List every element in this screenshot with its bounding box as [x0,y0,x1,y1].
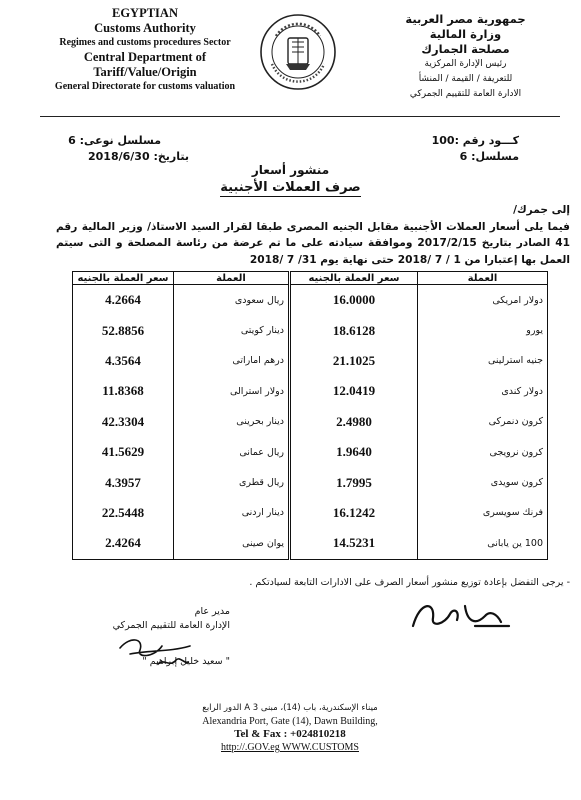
header-en-line1: EGYPTIAN [112,6,178,20]
footer-address-en: Alexandria Port, Gate (14), Dawn Building, [202,716,378,727]
rate-row [291,498,548,528]
footer-address [160,702,420,754]
header-ar-line3: مصلحة الجمارك [421,42,510,56]
currency-name: ريال عمانى [174,437,289,467]
rate-row [73,346,289,376]
exchange-rate: 2.4264 [73,528,174,559]
currency-name: ريال سعودى [174,285,289,316]
exchange-rate: 21.1025 [291,346,418,376]
footer-tel: Tel & Fax : +024810218 [234,728,346,740]
rates-table-right [290,271,548,560]
footer-address-ar: ميناء الإسكندرية، باب (14)، مبنى A 3 الدور الرابع [202,703,378,713]
meta-code: كـــود رقم :100 [431,134,519,147]
header-arabic [378,12,553,102]
currency-name: دولار امريكى [418,285,548,316]
col-rate-header: سعر العملة بالجنيه [73,272,174,285]
header-ar-line5: للتعريفة / القيمة / المنشأ [418,74,513,84]
rate-row [291,437,548,467]
header-en-line3: Regimes and customs procedures Sector [59,37,231,48]
rate-row [73,285,289,316]
rate-row [73,498,289,528]
currency-name: دولار كندى [418,376,548,406]
currency-name: ريال قطرى [174,467,289,497]
signatory-role: مدير عام [194,606,230,617]
currency-name: دولار استرالى [174,376,289,406]
rate-row [73,467,289,497]
rate-row [73,437,289,467]
signatory-name: " سعيد خليل إبراهيم " [142,656,230,667]
exchange-rate: 11.8368 [73,376,174,406]
header-ar-line1: جمهورية مصر العربية [405,12,526,26]
exchange-rate: 18.6128 [291,315,418,345]
rate-row [291,315,548,345]
currency-name: كرون سويدى [418,467,548,497]
exchange-rate: 41.5629 [73,437,174,467]
rates-table-left [72,271,289,560]
currency-name: درهم اماراتى [174,346,289,376]
currency-name: دينار كويتى [174,315,289,345]
distribution-note: - يرجى التفضل بإعادة توزيع منشور أسعار الصرف على الادارات التابعة لسيادتكم . [249,577,570,588]
rate-row [291,407,548,437]
meta-date: بتاريخ: 2018/6/30 [88,150,189,163]
rate-row [291,467,548,497]
rate-row [73,315,289,345]
document-title: منشور أسعار [251,163,330,177]
exchange-rate: 16.0000 [291,285,418,316]
header-en-line4: Central Department of [83,50,207,64]
document-subtitle-text: صرف العملات الأجنبية [220,180,361,195]
header-en-line5: Tariff/Value/Origin [93,65,197,79]
rates-table-left-body [73,285,289,560]
header-ar-line4: رئيس الإدارة المركزية [424,59,507,69]
meta-type-serial: مسلسل نوعى: 6 [68,134,161,147]
exchange-rate: 4.3957 [73,467,174,497]
rates-table-right-body [291,285,548,560]
rate-row [291,346,548,376]
rate-row [73,376,289,406]
rate-row [73,528,289,559]
signatory-signature [110,628,200,673]
currency-name: فرنك سويسرى [418,498,548,528]
currency-name: دينار بحرينى [174,407,289,437]
currency-name: دينار اردنى [174,498,289,528]
exchange-rate: 4.3564 [73,346,174,376]
col-currency-header: العملة [174,272,289,285]
body-paragraph [56,202,570,268]
exchange-rate: 52.8856 [73,315,174,345]
rate-row [291,376,548,406]
customs-seal-logo [258,12,338,92]
signatory-dept: الإدارة العامة للتقييم الجمركي [112,620,230,631]
rate-row [291,285,548,316]
document-subtitle [0,180,581,195]
header-en-line2: Customs Authority [94,21,196,35]
header-ar-line6: الادارة العامة للتقييم الجمركي [409,89,522,99]
col-currency-header: العملة [418,272,548,285]
exchange-rate: 22.5448 [73,498,174,528]
meta-serial: مسلسل: 6 [459,150,519,163]
body-text: فيما يلى أسعار العملات الأجنبية مقابل الجنيه المصرى طبقا لقرار السيد الاستاذ/ وزير المالية رقم 41 الصادر بتاريخ 2017/2/15 وموافقة سيادته على ما تم عرضة من رئاسة المصلحة و التى سيتم العمل بها إعتبارا من 1 / 7 /2018 حتى نهاية يوم 31/ 7 /2018 [56,220,570,266]
addressee: إلى جمرك/ [513,204,570,216]
exchange-rate: 42.3304 [73,407,174,437]
currency-name: جنيه استرلينى [418,346,548,376]
header-english [40,6,250,94]
header-en-line6: General Directorate for customs valuation [54,81,236,92]
exchange-rate: 16.1242 [291,498,418,528]
exchange-rate: 2.4980 [291,407,418,437]
exchange-rate: 4.2664 [73,285,174,316]
exchange-rate: 1.9640 [291,437,418,467]
col-rate-header: سعر العملة بالجنيه [291,272,418,285]
currency-name: كرون نرويجى [418,437,548,467]
header-ar-line2: وزارة المالية [429,27,502,41]
exchange-rate: 12.0419 [291,376,418,406]
currency-name: يورو [418,315,548,345]
rate-row [291,528,548,559]
exchange-rate: 14.5231 [291,528,418,559]
rate-row [73,407,289,437]
currency-name: كرون دنمركى [418,407,548,437]
exchange-rate: 1.7995 [291,467,418,497]
header-divider [40,116,560,117]
currency-name: 100 ين يابانى [418,528,548,559]
footer-url: http://.GOV.eg WWW.CUSTOMS [221,742,359,753]
handwritten-signature [405,596,515,636]
currency-name: يوان صينى [174,528,289,559]
